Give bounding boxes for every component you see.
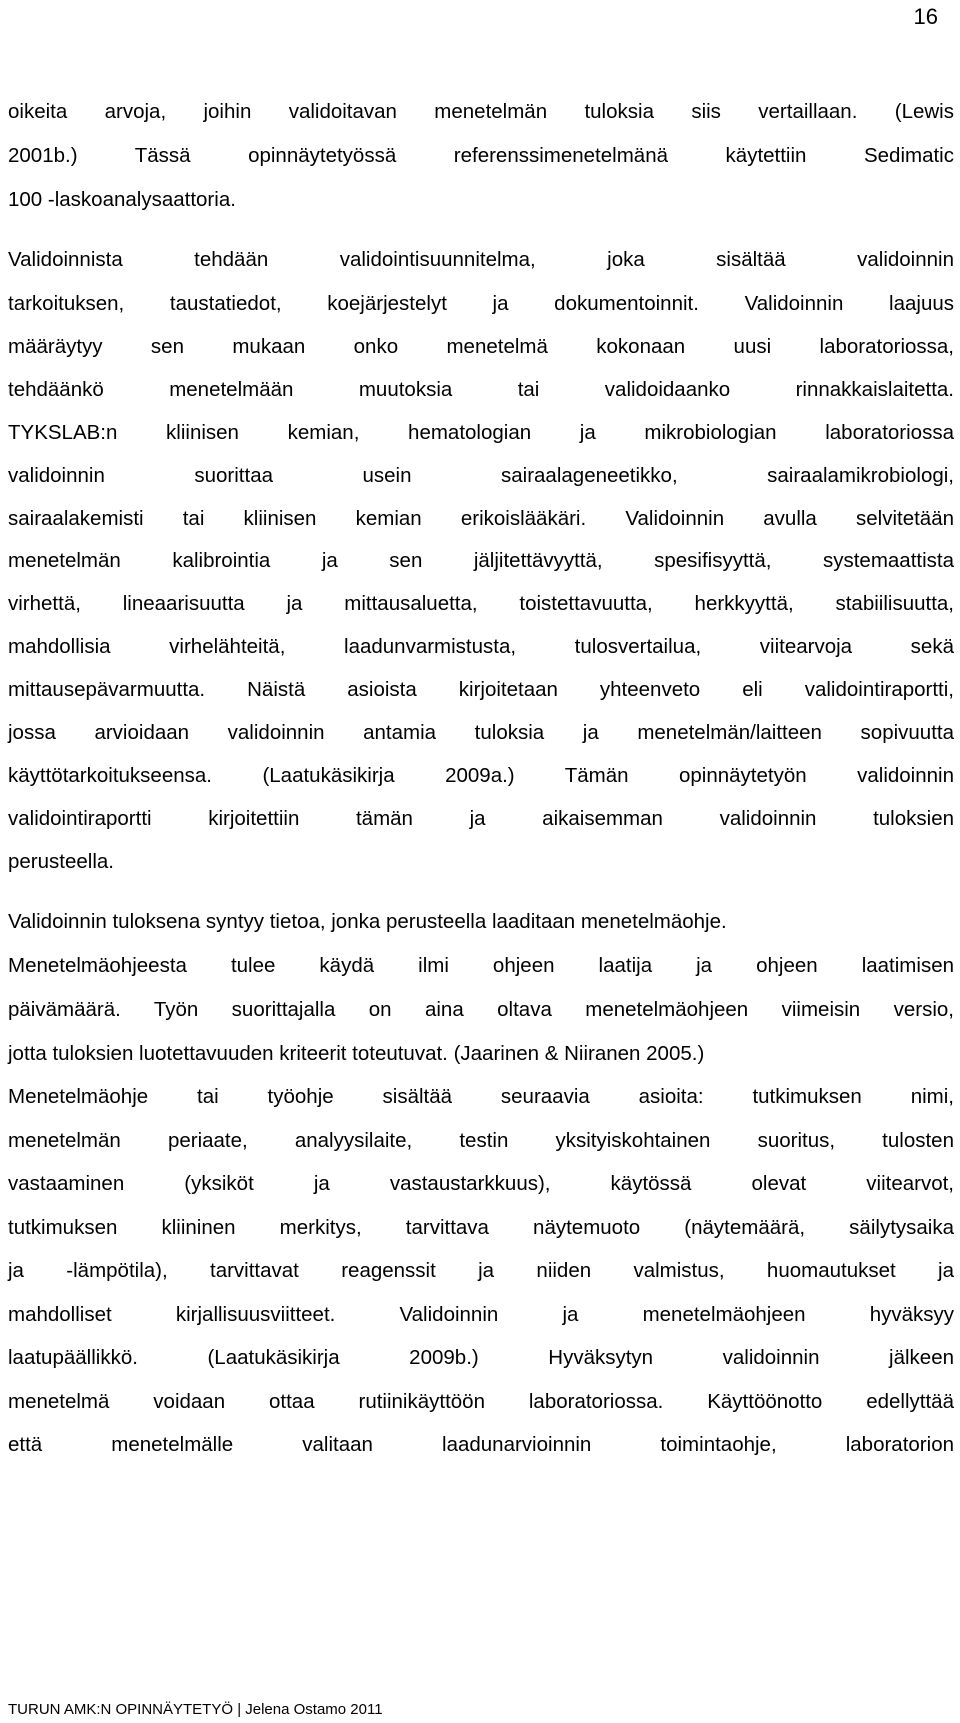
text-line: tarkoituksen, taustatiedot, koejärjestelyt ja dokumentoinnit. Validoinnin laajuus <box>8 292 954 315</box>
text-line: Validoinnin tuloksena syntyy tietoa, jonka perusteella laaditaan menetelmäohje. <box>8 910 727 933</box>
text-line: validointiraportti kirjoitettiin tämän ja aikaisemman validoinnin tuloksien <box>8 807 954 830</box>
page-number: 16 <box>913 4 938 29</box>
text-line: oikeita arvoja, joihin validoitavan menetelmän tuloksia siis vertaillaan. (Lewis <box>8 100 954 123</box>
text-line: tutkimuksen kliininen merkitys, tarvittava näytemuoto (näytemäärä, säilytysaika <box>8 1216 954 1239</box>
text-line: laatupäällikkö. (Laatukäsikirja 2009b.) Hyväksytyn validoinnin jälkeen <box>8 1346 954 1369</box>
text-line: päivämäärä. Työn suorittajalla on aina oltava menetelmäohjeen viimeisin versio, <box>8 998 954 1021</box>
text-line: Menetelmäohjeesta tulee käydä ilmi ohjeen laatija ja ohjeen laatimisen <box>8 954 954 977</box>
text-line: sairaalakemisti tai kliinisen kemian erikoislääkäri. Validoinnin avulla selvitetään <box>8 507 954 530</box>
text-line: TYKSLAB:n kliinisen kemian, hematologian ja mikrobiologian laboratoriossa <box>8 421 954 444</box>
text-line: menetelmä voidaan ottaa rutiinikäyttöön laboratoriossa. Käyttöönotto edellyttää <box>8 1390 954 1413</box>
text-line: vastaaminen (yksiköt ja vastaustarkkuus), käytössä olevat viitearvot, <box>8 1172 954 1195</box>
text-line: mittausepävarmuutta. Näistä asioista kirjoitetaan yhteenveto eli validointiraportti, <box>8 678 954 701</box>
text-line: Validoinnista tehdään validointisuunnitelma, joka sisältää validoinnin <box>8 248 954 271</box>
text-line: 100 -laskoanalysaattoria. <box>8 188 236 211</box>
text-line: virhettä, lineaarisuutta ja mittausaluetta, toistettavuutta, herkkyyttä, stabiilisuutta, <box>8 592 954 615</box>
text-line: jotta tuloksien luotettavuuden kriteerit toteutuvat. (Jaarinen & Niiranen 2005.) <box>8 1042 705 1065</box>
text-line: Menetelmäohje tai työohje sisältää seuraavia asioita: tutkimuksen nimi, <box>8 1085 954 1108</box>
text-line: että menetelmälle valitaan laadunarvioinnin toimintaohje, laboratorion <box>8 1433 954 1456</box>
text-line: jossa arvioidaan validoinnin antamia tuloksia ja menetelmän/laitteen sopivuutta <box>8 721 954 744</box>
text-line: 2001b.) Tässä opinnäytetyössä referenssimenetelmänä käytettiin Sedimatic <box>8 144 954 167</box>
page-footer: TURUN AMK:N OPINNÄYTETYÖ | Jelena Ostamo 2011 <box>8 1701 383 1718</box>
text-line: määräytyy sen mukaan onko menetelmä kokonaan uusi laboratoriossa, <box>8 335 954 358</box>
text-line: validoinnin suorittaa usein sairaalageneetikko, sairaalamikrobiologi, <box>8 464 954 487</box>
text-line: perusteella. <box>8 850 114 873</box>
text-line: ja -lämpötila), tarvittavat reagenssit ja niiden valmistus, huomautukset ja <box>8 1259 954 1282</box>
text-line: mahdolliset kirjallisuusviitteet. Validoinnin ja menetelmäohjeen hyväksyy <box>8 1303 954 1326</box>
text-line: tehdäänkö menetelmään muutoksia tai validoidaanko rinnakkaislaitetta. <box>8 378 954 401</box>
text-line: mahdollisia virhelähteitä, laadunvarmistusta, tulosvertailua, viitearvoja sekä <box>8 635 954 658</box>
text-line: menetelmän kalibrointia ja sen jäljitettävyyttä, spesifisyyttä, systemaattista <box>8 549 954 572</box>
text-line: käyttötarkoitukseensa. (Laatukäsikirja 2009a.) Tämän opinnäytetyön validoinnin <box>8 764 954 787</box>
text-line: menetelmän periaate, analyysilaite, testin yksityiskohtainen suoritus, tulosten <box>8 1129 954 1152</box>
